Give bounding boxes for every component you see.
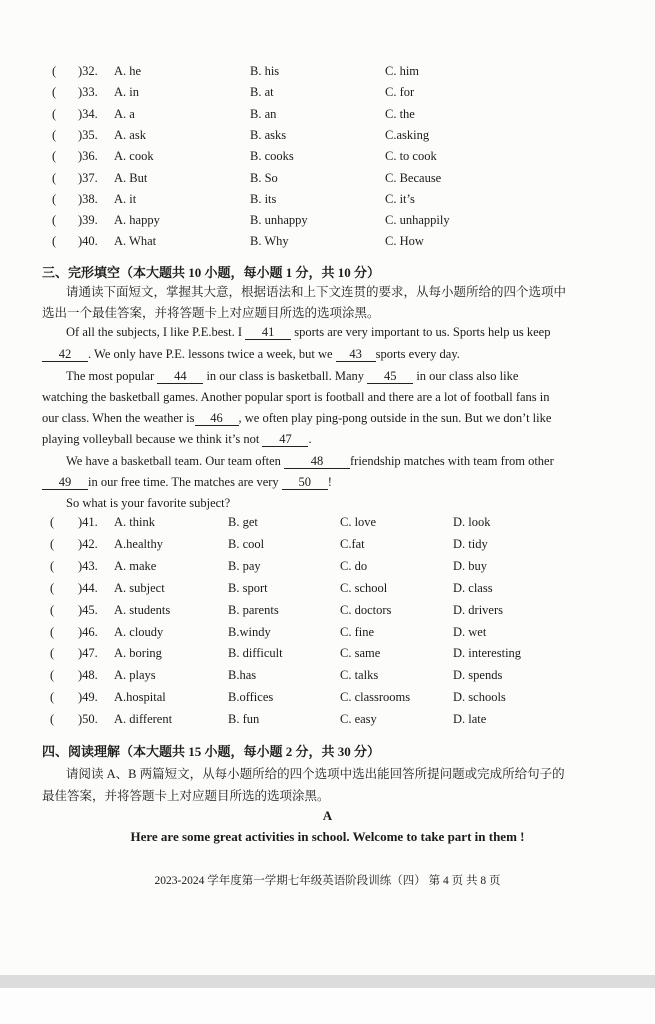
answer-paren: ( — [52, 234, 57, 249]
passage-text: sports every day. — [375, 347, 460, 361]
option-a: A. subject — [114, 580, 165, 595]
option-c: C. do — [340, 558, 368, 573]
answer-paren: ( — [52, 149, 57, 164]
option-c: C. How — [385, 234, 424, 249]
option-b: B. his — [250, 64, 280, 78]
answer-paren: ( — [50, 602, 55, 617]
option-c: C. unhappily — [385, 213, 450, 228]
blank-43: 43 — [336, 347, 376, 362]
option-b: B. get — [228, 515, 258, 529]
passage-text: in our class also like — [413, 369, 519, 383]
section4-instruction-line1: 请阅读 A、B 两篇短文，从每小题所给的四个选项中选出能回答所提问题或完成所给句子的 — [66, 767, 565, 781]
option-d: D. tidy — [453, 536, 488, 551]
passage-text: ! — [327, 475, 332, 489]
option-c: C. same — [340, 646, 381, 661]
question-number: )33. — [78, 85, 98, 100]
section4-instruction-line2: 最佳答案，并将答题卡上对应题目所选的选项涂黑。 — [42, 789, 330, 803]
option-a: A. happy — [114, 213, 160, 228]
blank-49: 49 — [42, 475, 88, 490]
answer-paren: ( — [52, 85, 57, 100]
option-c: C. him — [385, 64, 420, 78]
option-c: C. love — [340, 515, 377, 529]
option-a: A. a — [114, 106, 135, 121]
answer-paren: ( — [50, 690, 55, 705]
option-b: B. fun — [228, 712, 260, 727]
blank-46: 46 — [195, 411, 239, 426]
option-b: B. sport — [228, 580, 268, 595]
section3-instruction-line2: 选出一个最佳答案，并将答题卡上对应题目所选的选项涂黑。 — [42, 306, 380, 320]
option-a: A.healthy — [114, 536, 163, 551]
passage-text: friendship matches with team from other — [350, 454, 554, 468]
option-a: A.hospital — [114, 690, 166, 705]
answer-paren: ( — [50, 646, 55, 661]
question-number: )44. — [78, 580, 98, 595]
option-d: D. look — [453, 515, 491, 529]
answer-paren: ( — [52, 213, 57, 228]
option-b: B.has — [228, 668, 257, 683]
passage-line — [66, 369, 518, 384]
passage-text: sports are very important to us. Sports help us keep — [291, 325, 551, 339]
passage-line: watching the basketball games. Another popular sport is football and there are a lot of football fans in — [42, 390, 550, 404]
question-number: )36. — [78, 149, 98, 164]
blank-41: 41 — [245, 325, 291, 340]
question-number: )35. — [78, 127, 98, 142]
section3-heading: 三、完形填空（本大题共 10 小题，每小题 1 分，共 10 分） — [42, 265, 381, 280]
question-number: )38. — [78, 191, 98, 206]
option-a: A. cloudy — [114, 624, 164, 639]
answer-paren: ( — [50, 558, 55, 573]
option-c: C.asking — [385, 127, 430, 142]
option-a: A. it — [114, 191, 137, 206]
option-a: A. students — [114, 602, 171, 617]
option-d: D. buy — [453, 558, 488, 573]
answer-paren: ( — [50, 668, 55, 683]
answer-paren: ( — [50, 712, 55, 727]
question-number: )34. — [78, 106, 98, 121]
passage-text: . — [308, 432, 312, 446]
option-d: D. schools — [453, 690, 506, 705]
answer-paren: ( — [52, 106, 57, 121]
option-a: A. boring — [114, 646, 162, 661]
option-a: A. different — [114, 712, 173, 727]
question-number: )41. — [78, 515, 98, 529]
question-number: )42. — [78, 536, 98, 551]
option-b: B. at — [250, 85, 274, 100]
blank-50: 50 — [282, 475, 328, 490]
option-b: B. Why — [250, 234, 289, 249]
option-a: A. in — [114, 85, 139, 100]
passage-text: . We only have P.E. lessons twice a week, but we — [88, 347, 336, 361]
option-c: C. classrooms — [340, 690, 411, 705]
option-b: B. unhappy — [250, 213, 308, 228]
option-a: A. make — [114, 558, 157, 573]
option-b: B.offices — [228, 690, 274, 705]
option-d: D. spends — [453, 668, 503, 683]
passage-line — [42, 432, 312, 447]
question-number: )37. — [78, 170, 98, 185]
section4-heading: 四、阅读理解（本大题共 15 小题，每小题 2 分，共 30 分） — [42, 744, 381, 759]
option-a: A. cook — [114, 149, 154, 164]
passage-line — [42, 411, 551, 426]
option-c: C. talks — [340, 668, 379, 683]
option-b: B. asks — [250, 127, 287, 142]
option-c: C. it’s — [385, 191, 415, 206]
option-b: B. pay — [228, 558, 261, 573]
option-c: C. to cook — [385, 149, 437, 164]
option-c: C. for — [385, 85, 415, 100]
passage-line — [66, 325, 550, 340]
option-a: A. plays — [114, 668, 156, 683]
answer-paren: ( — [50, 536, 55, 551]
section3-instruction-line1: 请通读下面短文，掌握其大意，根据语法和上下文连贯的要求，从每小题所给的四个选项中 — [66, 285, 567, 299]
option-b: B.windy — [228, 624, 271, 639]
option-c: C.fat — [340, 536, 365, 551]
option-b: B. its — [250, 191, 277, 206]
page-footer: 2023-2024 学年度第一学期七年级英语阶段训练（四） 第 4 页 共 8 页 — [154, 875, 501, 887]
option-c: C. Because — [385, 170, 442, 185]
option-c: C. easy — [340, 712, 377, 727]
option-a: A. he — [114, 64, 142, 78]
blank-42: 42 — [42, 347, 88, 362]
question-number: )48. — [78, 668, 98, 683]
answer-paren: ( — [52, 127, 57, 142]
option-b: B. cool — [228, 536, 265, 551]
passage-a-label: A — [322, 808, 333, 823]
answer-paren: ( — [50, 515, 55, 529]
passage-line — [42, 475, 332, 490]
passage-text: playing volleyball because we think it’s not — [42, 432, 263, 446]
question-number: )45. — [78, 602, 98, 617]
blank-48: 48 — [284, 454, 350, 469]
passage-text: in our class is basketball. Many — [203, 369, 368, 383]
option-b: B. an — [250, 106, 277, 121]
question-number: )39. — [78, 213, 98, 228]
passage-line — [66, 454, 554, 469]
question-number: )49. — [78, 690, 98, 705]
question-number: )32. — [78, 64, 98, 78]
passage-text: in our free time. The matches are very — [88, 475, 282, 489]
passage-text: The most popular — [66, 369, 158, 383]
blank-47: 47 — [262, 432, 308, 447]
option-a: A. think — [114, 515, 155, 529]
option-d: D. interesting — [453, 646, 522, 661]
screen-bottom-area — [0, 988, 655, 1024]
question-number: )40. — [78, 234, 98, 249]
question-number: )46. — [78, 624, 98, 639]
answer-paren: ( — [52, 170, 57, 185]
passage-text: We have a basketball team. Our team often — [66, 454, 284, 468]
answer-paren: ( — [50, 580, 55, 595]
question-number: )50. — [78, 712, 98, 727]
option-b: B. cooks — [250, 149, 294, 164]
option-d: D. wet — [453, 624, 487, 639]
option-b: B. difficult — [228, 646, 283, 661]
passage-closing: So what is your favorite subject? — [66, 496, 231, 510]
option-c: C. doctors — [340, 602, 392, 617]
answer-paren: ( — [50, 624, 55, 639]
passage-line — [42, 347, 460, 362]
question-number: )47. — [78, 646, 98, 661]
option-d: D. late — [453, 712, 487, 727]
option-c: C. school — [340, 580, 388, 595]
option-c: C. fine — [340, 624, 375, 639]
option-a: A. ask — [114, 127, 146, 142]
option-c: C. the — [385, 106, 415, 121]
blank-45: 45 — [367, 369, 413, 384]
option-a: A. What — [114, 234, 157, 249]
answer-paren: ( — [52, 64, 57, 78]
option-b: B. So — [250, 170, 278, 185]
passage-text: Of all the subjects, I like P.E.best. I — [66, 325, 246, 339]
passage-a-intro: Here are some great activities in school. Welcome to take part in them ! — [130, 829, 525, 844]
option-d: D. class — [453, 580, 493, 595]
passage-text: our class. When the weather is — [42, 411, 195, 425]
option-a: A. But — [114, 170, 148, 185]
blank-44: 44 — [157, 369, 203, 384]
passage-text: , we often play ping-pong outside in the sun. But we don’t like — [238, 411, 552, 425]
answer-paren: ( — [52, 191, 57, 206]
option-b: B. parents — [228, 602, 279, 617]
option-d: D. drivers — [453, 602, 503, 617]
question-number: )43. — [78, 558, 98, 573]
